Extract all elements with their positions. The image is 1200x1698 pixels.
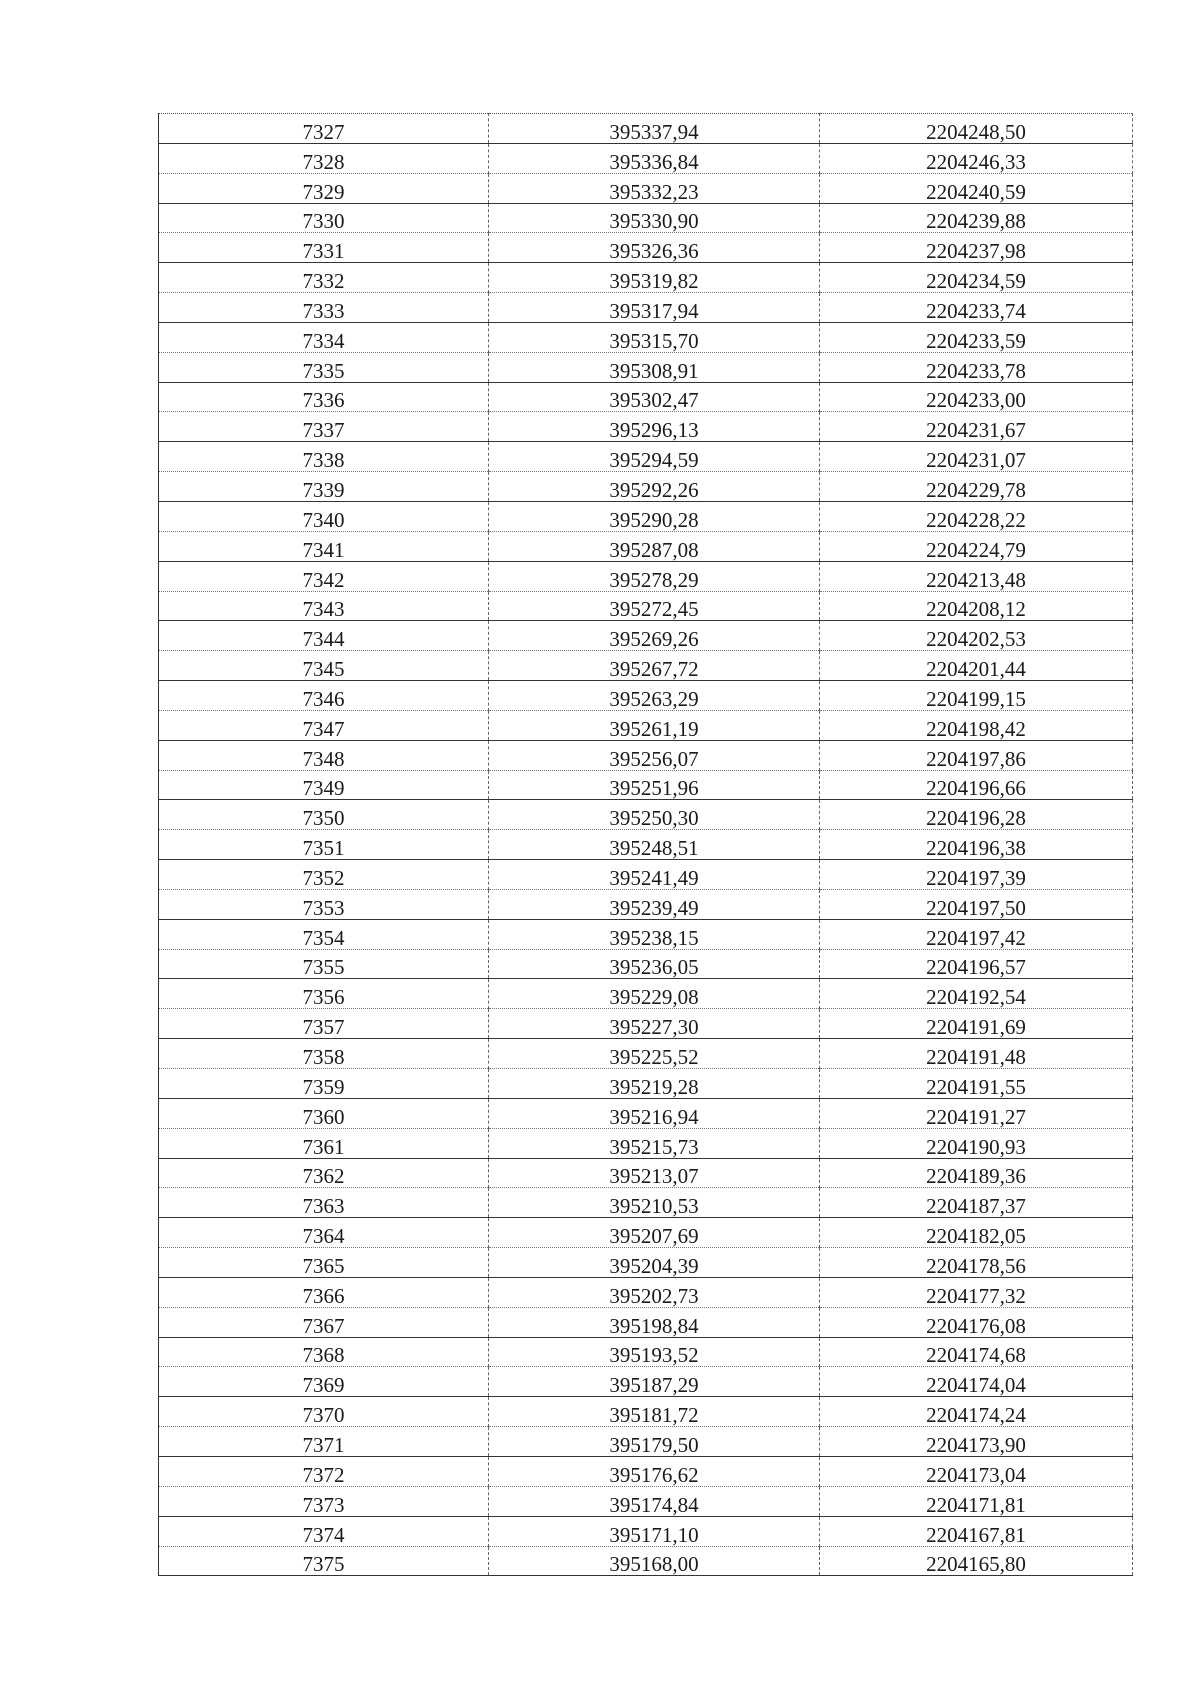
point-number-cell: 7347 <box>159 710 489 740</box>
table-row <box>159 561 1133 591</box>
y-coordinate-cell: 2204199,15 <box>820 681 1133 711</box>
x-coordinate-cell: 395193,52 <box>489 1337 820 1367</box>
point-number-cell: 7365 <box>159 1248 489 1278</box>
point-number-cell: 7339 <box>159 472 489 502</box>
x-coordinate-cell: 395337,94 <box>489 114 820 144</box>
point-number-cell: 7350 <box>159 800 489 830</box>
point-number-cell: 7359 <box>159 1069 489 1099</box>
point-number-cell: 7352 <box>159 860 489 890</box>
table-row <box>159 233 1133 263</box>
x-coordinate-cell: 395202,73 <box>489 1277 820 1307</box>
x-coordinate-cell: 395294,59 <box>489 442 820 472</box>
y-coordinate-cell: 2204233,74 <box>820 293 1133 323</box>
x-coordinate-cell: 395176,62 <box>489 1456 820 1486</box>
y-coordinate-cell: 2204197,39 <box>820 860 1133 890</box>
point-number-cell: 7330 <box>159 203 489 233</box>
point-number-cell: 7375 <box>159 1546 489 1576</box>
y-coordinate-cell: 2204165,80 <box>820 1546 1133 1576</box>
y-coordinate-cell: 2204196,66 <box>820 770 1133 800</box>
y-coordinate-cell: 2204173,90 <box>820 1427 1133 1457</box>
point-number-cell: 7363 <box>159 1188 489 1218</box>
x-coordinate-cell: 395287,08 <box>489 531 820 561</box>
y-coordinate-cell: 2204191,27 <box>820 1098 1133 1128</box>
point-number-cell: 7335 <box>159 352 489 382</box>
point-number-cell: 7332 <box>159 263 489 293</box>
x-coordinate-cell: 395278,29 <box>489 561 820 591</box>
x-coordinate-cell: 395251,96 <box>489 770 820 800</box>
y-coordinate-cell: 2204224,79 <box>820 531 1133 561</box>
point-number-cell: 7336 <box>159 382 489 412</box>
y-coordinate-cell: 2204191,55 <box>820 1069 1133 1099</box>
point-number-cell: 7337 <box>159 412 489 442</box>
x-coordinate-cell: 395171,10 <box>489 1516 820 1546</box>
x-coordinate-cell: 395296,13 <box>489 412 820 442</box>
point-number-cell: 7334 <box>159 322 489 352</box>
point-number-cell: 7373 <box>159 1486 489 1516</box>
y-coordinate-cell: 2204233,59 <box>820 322 1133 352</box>
y-coordinate-cell: 2204229,78 <box>820 472 1133 502</box>
y-coordinate-cell: 2204197,42 <box>820 919 1133 949</box>
table-row <box>159 860 1133 890</box>
y-coordinate-cell: 2204177,32 <box>820 1277 1133 1307</box>
table-row <box>159 1218 1133 1248</box>
table-row <box>159 1098 1133 1128</box>
table-row <box>159 1367 1133 1397</box>
x-coordinate-cell: 395326,36 <box>489 233 820 263</box>
point-number-cell: 7358 <box>159 1039 489 1069</box>
table-row <box>159 889 1133 919</box>
table-row <box>159 651 1133 681</box>
point-number-cell: 7354 <box>159 919 489 949</box>
table-row <box>159 1039 1133 1069</box>
y-coordinate-cell: 2204173,04 <box>820 1456 1133 1486</box>
table-row <box>159 322 1133 352</box>
point-number-cell: 7374 <box>159 1516 489 1546</box>
y-coordinate-cell: 2204196,38 <box>820 830 1133 860</box>
point-number-cell: 7338 <box>159 442 489 472</box>
x-coordinate-cell: 395229,08 <box>489 979 820 1009</box>
y-coordinate-cell: 2204189,36 <box>820 1158 1133 1188</box>
table-row <box>159 501 1133 531</box>
y-coordinate-cell: 2204246,33 <box>820 143 1133 173</box>
y-coordinate-cell: 2204201,44 <box>820 651 1133 681</box>
point-number-cell: 7371 <box>159 1427 489 1457</box>
y-coordinate-cell: 2204197,50 <box>820 889 1133 919</box>
y-coordinate-cell: 2204237,98 <box>820 233 1133 263</box>
x-coordinate-cell: 395204,39 <box>489 1248 820 1278</box>
x-coordinate-cell: 395174,84 <box>489 1486 820 1516</box>
y-coordinate-cell: 2204233,00 <box>820 382 1133 412</box>
y-coordinate-cell: 2204208,12 <box>820 591 1133 621</box>
table-row <box>159 1427 1133 1457</box>
y-coordinate-cell: 2204174,04 <box>820 1367 1133 1397</box>
x-coordinate-cell: 395248,51 <box>489 830 820 860</box>
table-row <box>159 143 1133 173</box>
point-number-cell: 7329 <box>159 173 489 203</box>
table-row <box>159 1397 1133 1427</box>
table-row <box>159 591 1133 621</box>
x-coordinate-cell: 395315,70 <box>489 322 820 352</box>
point-number-cell: 7342 <box>159 561 489 591</box>
x-coordinate-cell: 395213,07 <box>489 1158 820 1188</box>
x-coordinate-cell: 395215,73 <box>489 1128 820 1158</box>
x-coordinate-cell: 395332,23 <box>489 173 820 203</box>
x-coordinate-cell: 395241,49 <box>489 860 820 890</box>
x-coordinate-cell: 395292,26 <box>489 472 820 502</box>
x-coordinate-cell: 395219,28 <box>489 1069 820 1099</box>
point-number-cell: 7360 <box>159 1098 489 1128</box>
table-row <box>159 1128 1133 1158</box>
table-row <box>159 770 1133 800</box>
x-coordinate-cell: 395267,72 <box>489 651 820 681</box>
table-row <box>159 740 1133 770</box>
y-coordinate-cell: 2204213,48 <box>820 561 1133 591</box>
y-coordinate-cell: 2204233,78 <box>820 352 1133 382</box>
table-row <box>159 1188 1133 1218</box>
x-coordinate-cell: 395198,84 <box>489 1307 820 1337</box>
y-coordinate-cell: 2204240,59 <box>820 173 1133 203</box>
x-coordinate-cell: 395269,26 <box>489 621 820 651</box>
y-coordinate-cell: 2204228,22 <box>820 501 1133 531</box>
y-coordinate-cell: 2204192,54 <box>820 979 1133 1009</box>
table-row <box>159 710 1133 740</box>
table-row <box>159 1546 1133 1576</box>
table-row <box>159 1456 1133 1486</box>
table-row <box>159 114 1133 144</box>
coordinates-table-body <box>159 114 1133 1576</box>
y-coordinate-cell: 2204178,56 <box>820 1248 1133 1278</box>
table-row <box>159 382 1133 412</box>
x-coordinate-cell: 395256,07 <box>489 740 820 770</box>
point-number-cell: 7345 <box>159 651 489 681</box>
table-row <box>159 621 1133 651</box>
y-coordinate-cell: 2204196,57 <box>820 949 1133 979</box>
x-coordinate-cell: 395216,94 <box>489 1098 820 1128</box>
x-coordinate-cell: 395179,50 <box>489 1427 820 1457</box>
table-row <box>159 173 1133 203</box>
y-coordinate-cell: 2204190,93 <box>820 1128 1133 1158</box>
y-coordinate-cell: 2204174,24 <box>820 1397 1133 1427</box>
point-number-cell: 7364 <box>159 1218 489 1248</box>
table-row <box>159 1069 1133 1099</box>
table-row <box>159 263 1133 293</box>
x-coordinate-cell: 395263,29 <box>489 681 820 711</box>
table-row <box>159 293 1133 323</box>
x-coordinate-cell: 395210,53 <box>489 1188 820 1218</box>
x-coordinate-cell: 395317,94 <box>489 293 820 323</box>
point-number-cell: 7370 <box>159 1397 489 1427</box>
y-coordinate-cell: 2204248,50 <box>820 114 1133 144</box>
x-coordinate-cell: 395225,52 <box>489 1039 820 1069</box>
y-coordinate-cell: 2204176,08 <box>820 1307 1133 1337</box>
table-row <box>159 681 1133 711</box>
y-coordinate-cell: 2204239,88 <box>820 203 1133 233</box>
x-coordinate-cell: 395308,91 <box>489 352 820 382</box>
point-number-cell: 7372 <box>159 1456 489 1486</box>
table-row <box>159 442 1133 472</box>
table-row <box>159 1307 1133 1337</box>
table-row <box>159 800 1133 830</box>
point-number-cell: 7351 <box>159 830 489 860</box>
y-coordinate-cell: 2204197,86 <box>820 740 1133 770</box>
point-number-cell: 7346 <box>159 681 489 711</box>
x-coordinate-cell: 395181,72 <box>489 1397 820 1427</box>
point-number-cell: 7369 <box>159 1367 489 1397</box>
y-coordinate-cell: 2204182,05 <box>820 1218 1133 1248</box>
x-coordinate-cell: 395236,05 <box>489 949 820 979</box>
table-row <box>159 531 1133 561</box>
x-coordinate-cell: 395238,15 <box>489 919 820 949</box>
point-number-cell: 7328 <box>159 143 489 173</box>
x-coordinate-cell: 395330,90 <box>489 203 820 233</box>
table-row <box>159 979 1133 1009</box>
x-coordinate-cell: 395187,29 <box>489 1367 820 1397</box>
y-coordinate-cell: 2204191,69 <box>820 1009 1133 1039</box>
x-coordinate-cell: 395227,30 <box>489 1009 820 1039</box>
y-coordinate-cell: 2204234,59 <box>820 263 1133 293</box>
point-number-cell: 7343 <box>159 591 489 621</box>
x-coordinate-cell: 395336,84 <box>489 143 820 173</box>
point-number-cell: 7356 <box>159 979 489 1009</box>
table-row <box>159 1277 1133 1307</box>
table-row <box>159 1009 1133 1039</box>
point-number-cell: 7355 <box>159 949 489 979</box>
y-coordinate-cell: 2204167,81 <box>820 1516 1133 1546</box>
point-number-cell: 7353 <box>159 889 489 919</box>
table-row <box>159 1337 1133 1367</box>
x-coordinate-cell: 395168,00 <box>489 1546 820 1576</box>
y-coordinate-cell: 2204196,28 <box>820 800 1133 830</box>
x-coordinate-cell: 395250,30 <box>489 800 820 830</box>
point-number-cell: 7362 <box>159 1158 489 1188</box>
x-coordinate-cell: 395319,82 <box>489 263 820 293</box>
x-coordinate-cell: 395239,49 <box>489 889 820 919</box>
table-row <box>159 919 1133 949</box>
y-coordinate-cell: 2204231,07 <box>820 442 1133 472</box>
table-row <box>159 830 1133 860</box>
point-number-cell: 7327 <box>159 114 489 144</box>
point-number-cell: 7344 <box>159 621 489 651</box>
table-row <box>159 352 1133 382</box>
point-number-cell: 7357 <box>159 1009 489 1039</box>
point-number-cell: 7348 <box>159 740 489 770</box>
point-number-cell: 7349 <box>159 770 489 800</box>
table-row <box>159 949 1133 979</box>
table-row <box>159 1516 1133 1546</box>
table-row <box>159 1248 1133 1278</box>
point-number-cell: 7340 <box>159 501 489 531</box>
y-coordinate-cell: 2204187,37 <box>820 1188 1133 1218</box>
point-number-cell: 7367 <box>159 1307 489 1337</box>
point-number-cell: 7333 <box>159 293 489 323</box>
y-coordinate-cell: 2204198,42 <box>820 710 1133 740</box>
y-coordinate-cell: 2204202,53 <box>820 621 1133 651</box>
x-coordinate-cell: 395261,19 <box>489 710 820 740</box>
point-number-cell: 7331 <box>159 233 489 263</box>
coordinates-table <box>158 113 1133 1576</box>
point-number-cell: 7368 <box>159 1337 489 1367</box>
y-coordinate-cell: 2204171,81 <box>820 1486 1133 1516</box>
table-row <box>159 1486 1133 1516</box>
y-coordinate-cell: 2204231,67 <box>820 412 1133 442</box>
point-number-cell: 7341 <box>159 531 489 561</box>
table-row <box>159 1158 1133 1188</box>
table-row <box>159 472 1133 502</box>
point-number-cell: 7361 <box>159 1128 489 1158</box>
x-coordinate-cell: 395302,47 <box>489 382 820 412</box>
x-coordinate-cell: 395290,28 <box>489 501 820 531</box>
x-coordinate-cell: 395207,69 <box>489 1218 820 1248</box>
y-coordinate-cell: 2204191,48 <box>820 1039 1133 1069</box>
point-number-cell: 7366 <box>159 1277 489 1307</box>
y-coordinate-cell: 2204174,68 <box>820 1337 1133 1367</box>
table-row <box>159 203 1133 233</box>
table-row <box>159 412 1133 442</box>
x-coordinate-cell: 395272,45 <box>489 591 820 621</box>
